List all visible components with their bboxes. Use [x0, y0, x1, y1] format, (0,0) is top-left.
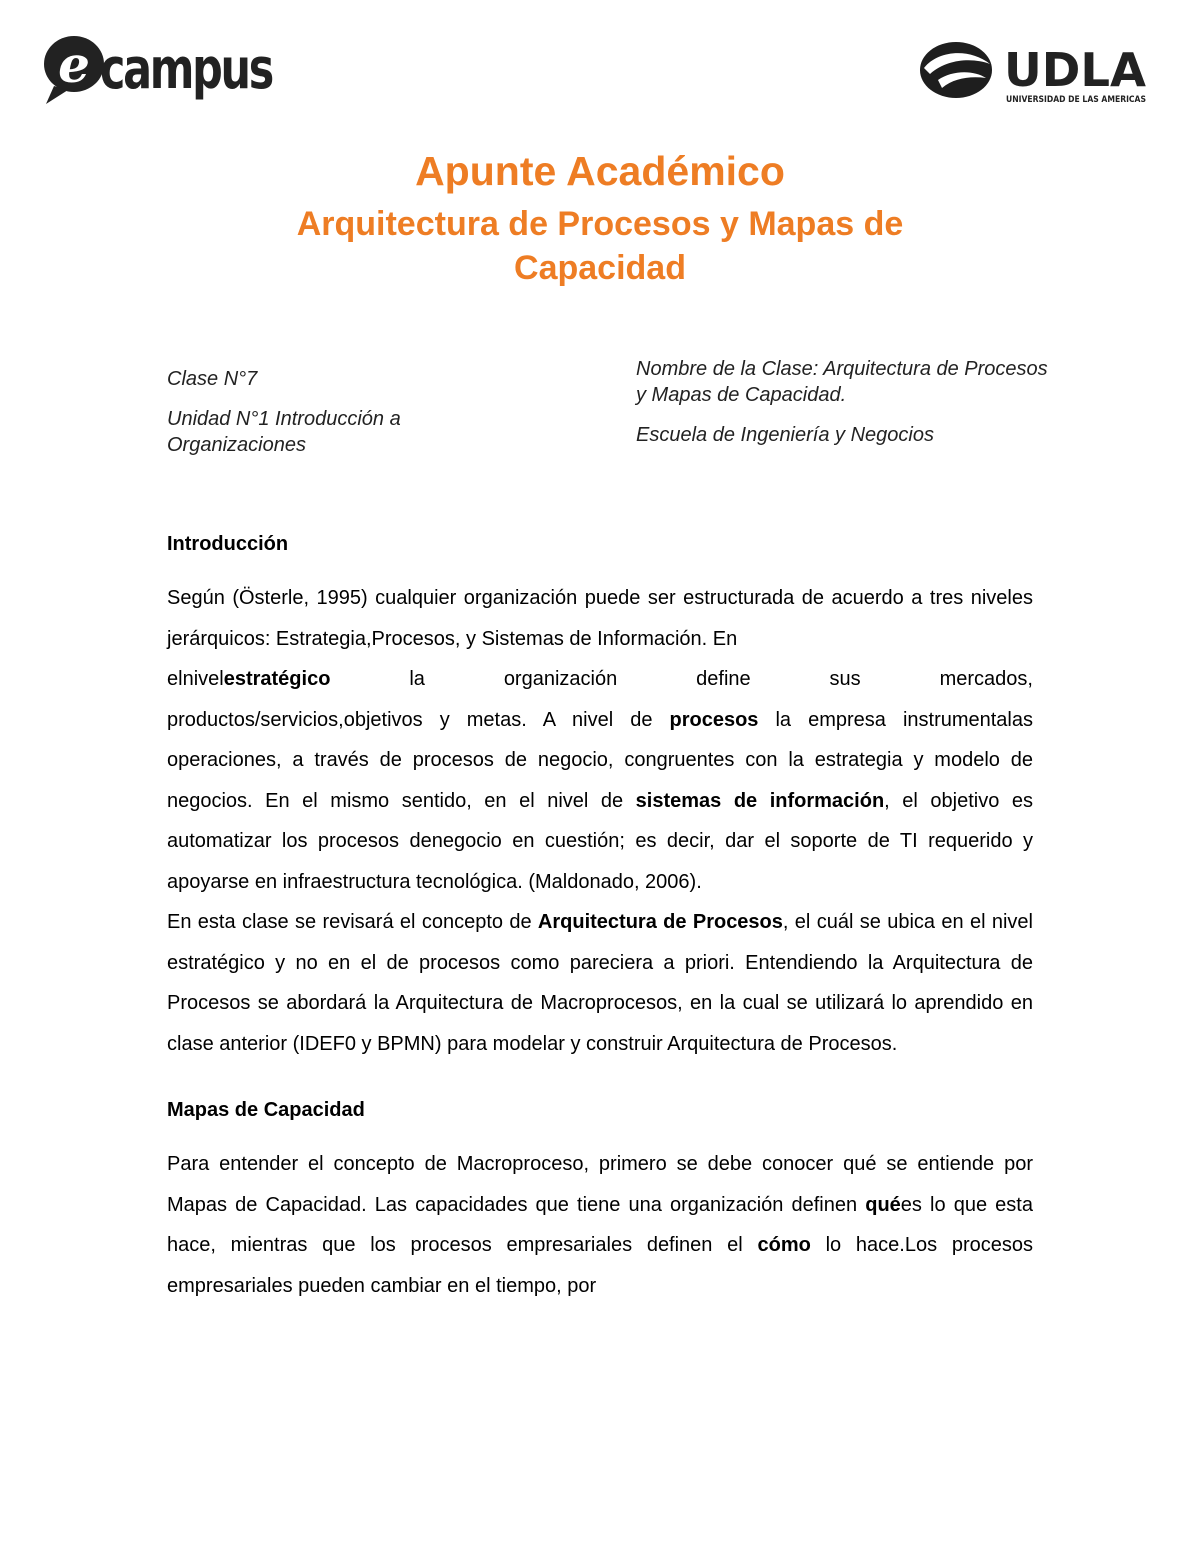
- escuela-name: Escuela de Ingeniería y Negocios: [636, 424, 934, 446]
- intro-text: la empresa instrumentalas operaciones, a través de procesos de negocio, congruentes con la estrategia y modelo de negocios. En el mismo sentido, en el nivel de: [167, 708, 1033, 812]
- intro-text: productos/servicios,objetivos y metas. A nivel de: [167, 708, 670, 731]
- intro-bold-sistemas: sistemas de información: [635, 789, 885, 812]
- page-subtitle-line1: Arquitectura de Procesos y Mapas de: [296, 205, 904, 243]
- udla-wordmark: UDLA: [1004, 43, 1147, 97]
- intro-text: la: [409, 668, 425, 690]
- mapas-text: Para entender el concepto de Macroproceso, primero se debe conocer qué se entiende por Mapas de Capacidad. Las capacidades que tiene una organización definen: [167, 1153, 1033, 1216]
- intro-paragraph-1a: Según (Österle, 1995) cualquier organización puede ser estructurada de acuerdo a tres niveles jerárquicos: Estrategia,Procesos, y Sistemas de Información. En: [167, 587, 1033, 650]
- clase-nombre: Nombre de la Clase: Arquitectura de Procesos y Mapas de Capacidad.: [636, 358, 1048, 406]
- intro-text: define: [696, 668, 751, 690]
- meta-left-column: [167, 366, 467, 472]
- intro-text: En esta clase se revisará el concepto de: [167, 911, 538, 933]
- page-subtitle-line2: Capacidad: [514, 249, 686, 287]
- svg-text:e: e: [58, 35, 90, 94]
- ecampus-e-mark: [44, 35, 104, 104]
- unidad-name: Unidad N°1 Introducción a Organizaciones: [167, 408, 401, 456]
- meta-right-column: [636, 356, 1056, 462]
- udla-swirl-icon: [920, 42, 992, 98]
- intro-paragraph-2: [167, 902, 1033, 1064]
- intro-text: , el cuál se ubica en el nivel estratégico y no en el de procesos como pareciera a priori. Entendiendo la Arquitectura de Procesos se abordará la Arquitectura de Macroprocesos, en la cual se utilizará lo aprendido en clase anterior (IDEF0 y BPMN) para modelar y construir Arquitectura de Procesos.: [167, 911, 1033, 1055]
- section-heading-mapas: Mapas de Capacidad: [167, 1099, 365, 1121]
- intro-bold-arquitectura: Arquitectura de Procesos: [537, 911, 783, 933]
- intro-bold-estrategico: estratégico: [223, 668, 331, 690]
- clase-number: Clase N°7: [167, 368, 258, 390]
- intro-paragraph-1-line: [167, 659, 1033, 700]
- title-block: [100, 140, 1100, 290]
- section-heading-introduccion: Introducción: [167, 533, 289, 555]
- ecampus-wordmark: campus: [100, 37, 273, 102]
- document-body: [167, 524, 1033, 1306]
- intro-text: mercados,: [939, 668, 1033, 690]
- udla-subtitle: UNIVERSIDAD DE LAS AMERICAS: [1006, 95, 1146, 105]
- intro-text: elnivel: [167, 668, 224, 690]
- mapas-bold-que: qué: [865, 1193, 901, 1216]
- intro-text: sus: [829, 668, 861, 690]
- intro-text: organización: [503, 668, 618, 690]
- intro-text: , el objetivo es automatizar los procesos denegocio en cuestión; es decir, dar el soporte de TI requerido y apoyarse en infraestructura tecnológica. (Maldonado, 2006).: [167, 789, 1033, 893]
- page-title: Apunte Académico: [415, 148, 785, 194]
- mapas-text: es lo que esta hace, mientras que los procesos empresariales definen el: [167, 1193, 1033, 1256]
- intro-bold-procesos: procesos: [669, 708, 759, 731]
- mapas-bold-como: cómo: [757, 1234, 811, 1256]
- intro-paragraph-1c: [167, 700, 1033, 903]
- mapas-paragraph: [167, 1144, 1033, 1306]
- udla-logo: [918, 40, 1153, 106]
- mapas-text: lo hace.Los procesos empresariales pueden cambiar en el tiempo, por: [167, 1234, 1034, 1297]
- ecampus-logo: [40, 30, 275, 112]
